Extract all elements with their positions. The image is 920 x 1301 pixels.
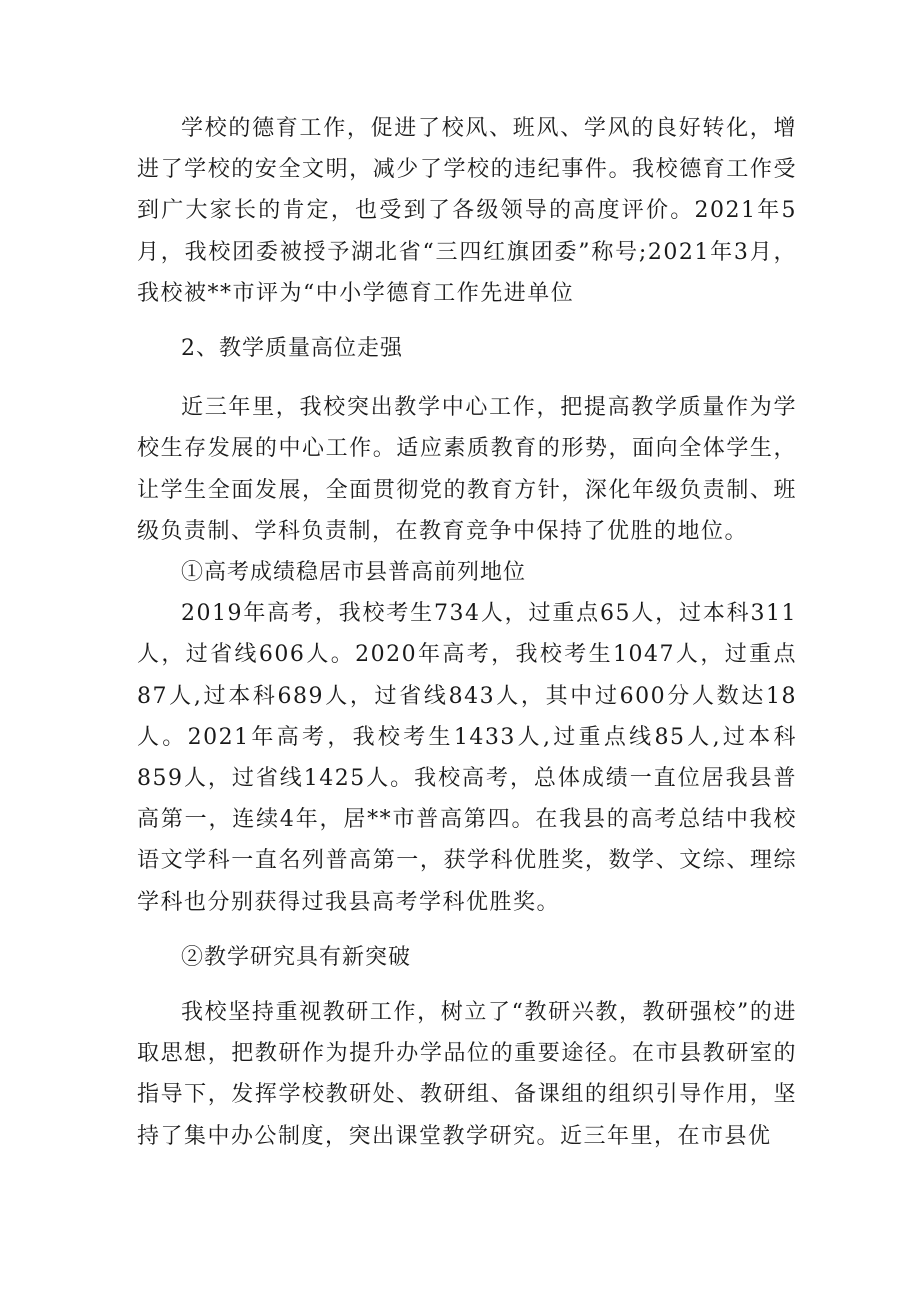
paragraph-moral-education: 学校的德育工作，促进了校风、班风、学风的良好转化，增进了学校的安全文明，减少了学校的违纪事件。我校德育工作受到广大家长的肯定，也受到了各级领导的高度评价。2021年5月，我校团委被授予湖北省“三四红旗团委”称号;2021年3月，我校被**市评为“中小学德育工作先进单位 (137, 116, 797, 306)
heading-gaokao-results: ①高考成绩稳居市县普高前列地位 (181, 560, 527, 586)
spacer (137, 978, 797, 992)
spacer (137, 314, 797, 328)
paragraph-teaching-center: 近三年里，我校突出教学中心工作，把提高教学质量作为学校生存发展的中心工作。适应素质教育的形势，面向全体学生，让学生全面发展，全面贯彻党的教育方针，深化年级负责制、班级负责制、学科负责制，在教育竞争中保持了优胜的地位。 (137, 395, 797, 544)
paragraph-teaching-research: 我校坚持重视教研工作，树立了“教研兴教，教研强校”的进取思想，把教研作为提升办学品位的重要途径。在市县教研室的指导下，发挥学校教研处、教研组、备课组的组织引导作用，坚持了集中办公制度，突出课堂教学研究。近三年里，在市县优 (137, 1000, 797, 1149)
heading-teaching-research: ②教学研究具有新突破 (181, 944, 412, 970)
paragraph-gaokao-stats: 2019年高考，我校考生734人，过重点65人，过本科311人，过省线606人。2020年高考，我校考生1047人，过重点87人,过本科689人，过省线843人，其中过600分人数达18人。2021年高考，我校考生1433人,过重点线85人,过本科859人，过省线1425人。我校高考，总体成绩一直位居我县普高第一，连续4年，居**市普高第四。在我县的高考总结中我校语文学科一直名列普高第一，获学科优胜奖，数学、文综、理综学科也分别获得过我县高考学科优胜奖。 (137, 601, 797, 915)
document-body (137, 108, 797, 1157)
spacer (137, 369, 797, 387)
spacer (137, 923, 797, 937)
heading-teaching-quality: 2、教学质量高位走强 (181, 336, 403, 362)
